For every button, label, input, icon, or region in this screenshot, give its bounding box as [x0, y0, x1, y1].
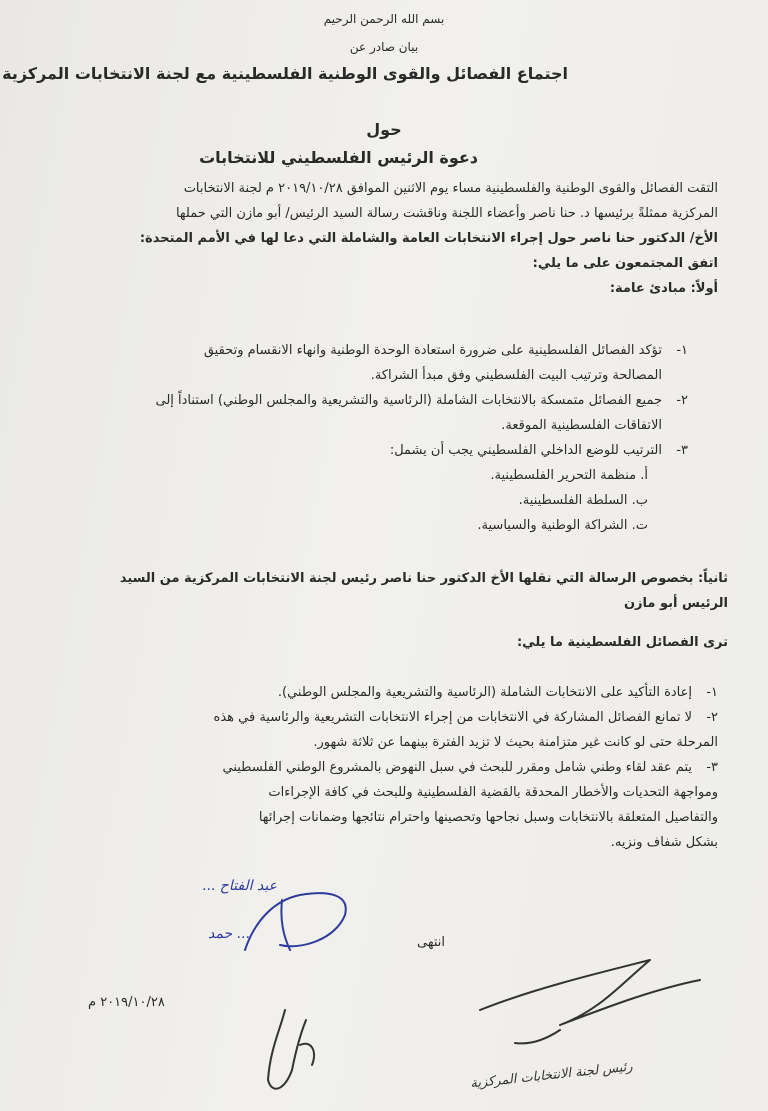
intro-paragraph	[18, 176, 718, 301]
signatures	[0, 860, 768, 1111]
section2-line: ثانياً: بخصوص الرسالة التي نقلها الأخ الدكتور حنا ناصر رئيس لجنة الانتخابات المركزية من السيد	[119, 571, 728, 586]
item-number: ٣-	[676, 443, 688, 458]
sub-item: ب. السلطة الفلسطينية.	[518, 493, 648, 508]
about-heading: حول	[366, 120, 402, 139]
end-marker: انتهى	[417, 935, 445, 950]
item-number: ٣-	[706, 760, 718, 775]
section2-intro	[8, 566, 728, 655]
item-text: ومواجهة التحديات والأخطار المحدقة بالقضية الفلسطينية وللبحث في كافة الإجراءات	[268, 785, 718, 800]
item-text: والتفاصيل المتعلقة بالانتخابات وسبل نجاحها وتحصينها واحترام نتائجها وضمانات إجرائها	[258, 810, 718, 825]
item-text: بشكل شفاف ونزيه.	[610, 835, 718, 850]
handwritten-name: ... حمد	[208, 926, 250, 942]
list-item	[28, 705, 718, 730]
list-item	[28, 338, 688, 388]
list-item	[28, 755, 718, 780]
item-text: تؤكد الفصائل الفلسطينية على ضرورة استعادة الوحدة الوطنية وانهاء الانقسام وتحقيق	[203, 343, 662, 358]
section2-line: الرئيس أبو مازن	[623, 596, 728, 611]
handwritten-name: عبد الفتاح ...	[202, 878, 277, 894]
basmala: بسم الله الرحمن الرحيم	[323, 12, 445, 26]
item-text: المصالحة وترتيب البيت الفلسطيني وفق مبدأ الشراكة.	[370, 368, 662, 383]
item-text: إعادة التأكيد على الانتخابات الشاملة (الرئاسية والتشريعية والمجلس الوطني).	[277, 685, 692, 700]
agreed-line: اتفق المجتمعون على ما يلي:	[532, 256, 718, 271]
item-text: الترتيب للوضع الداخلي الفلسطيني يجب أن يشمل:	[389, 443, 662, 458]
item-number: ١-	[706, 685, 718, 700]
intro-line: الأخ/ الدكتور حنا ناصر حول إجراء الانتخابات العامة والشاملة التي دعا لها في الأمم المتحدة:	[139, 231, 718, 246]
section2-list	[28, 680, 718, 855]
signature-black-left	[268, 1010, 314, 1089]
list-item	[28, 388, 688, 438]
item-text: لا تمانع الفصائل المشاركة في الانتخابات من إجراء الانتخابات التشريعية والرئاسية في هذه	[213, 710, 692, 725]
item-text: الاتفاقات الفلسطينية الموقعة.	[501, 418, 662, 433]
handwritten-title: رئيس لجنة الانتخابات المركزية	[469, 1059, 634, 1092]
title-line: اجتماع الفصائل والقوى الوطنية الفلسطينية مع لجنة الانتخابات المركزية	[2, 64, 568, 83]
signature-black-right	[480, 960, 700, 1043]
intro-line: المركزية ممثلةً برئيسها د. حنا ناصر وأعضاء اللجنة وناقشت رسالة السيد الرئيس/ أبو مازن التي حملها	[175, 206, 718, 221]
intro-line: التقت الفصائل والقوى الوطنية والفلسطينية مساء يوم الاثنين الموافق ٢٠١٩/١٠/٢٨ م لجنة الانتخابات	[183, 181, 718, 196]
list-item	[28, 680, 718, 705]
section2-view: ترى الفصائل الفلسطينية ما يلي:	[516, 635, 728, 650]
item-text: جميع الفصائل متمسكة بالانتخابات الشاملة (الرئاسية والتشريعية والمجلس الوطني) استناداً إلى	[155, 393, 662, 408]
item-text: يتم عقد لقاء وطني شامل ومقرر للبحث في سبل النهوض بالمشروع الوطني الفلسطيني	[222, 760, 692, 775]
subject-heading: دعوة الرئيس الفلسطيني للانتخابات	[199, 148, 478, 167]
item-text: المرحلة حتى لو كانت غير متزامنة بحيث لا تزيد الفترة بينهما عن ثلاثة شهور.	[313, 735, 718, 750]
item-number: ٢-	[676, 393, 688, 408]
signature-blue	[245, 893, 346, 950]
document-date: ٢٠١٩/١٠/٢٨ م	[88, 995, 165, 1010]
section1-heading: أولاً: مبادئ عامة:	[609, 281, 718, 296]
sub-item: أ. منظمة التحرير الفلسطينية.	[490, 468, 648, 483]
sub-item: ت. الشراكة الوطنية والسياسية.	[477, 518, 648, 533]
section1-list	[28, 338, 688, 538]
issued-by: بيان صادر عن	[349, 40, 419, 54]
list-item	[28, 438, 688, 463]
item-number: ٢-	[706, 710, 718, 725]
item-number: ١-	[676, 343, 688, 358]
